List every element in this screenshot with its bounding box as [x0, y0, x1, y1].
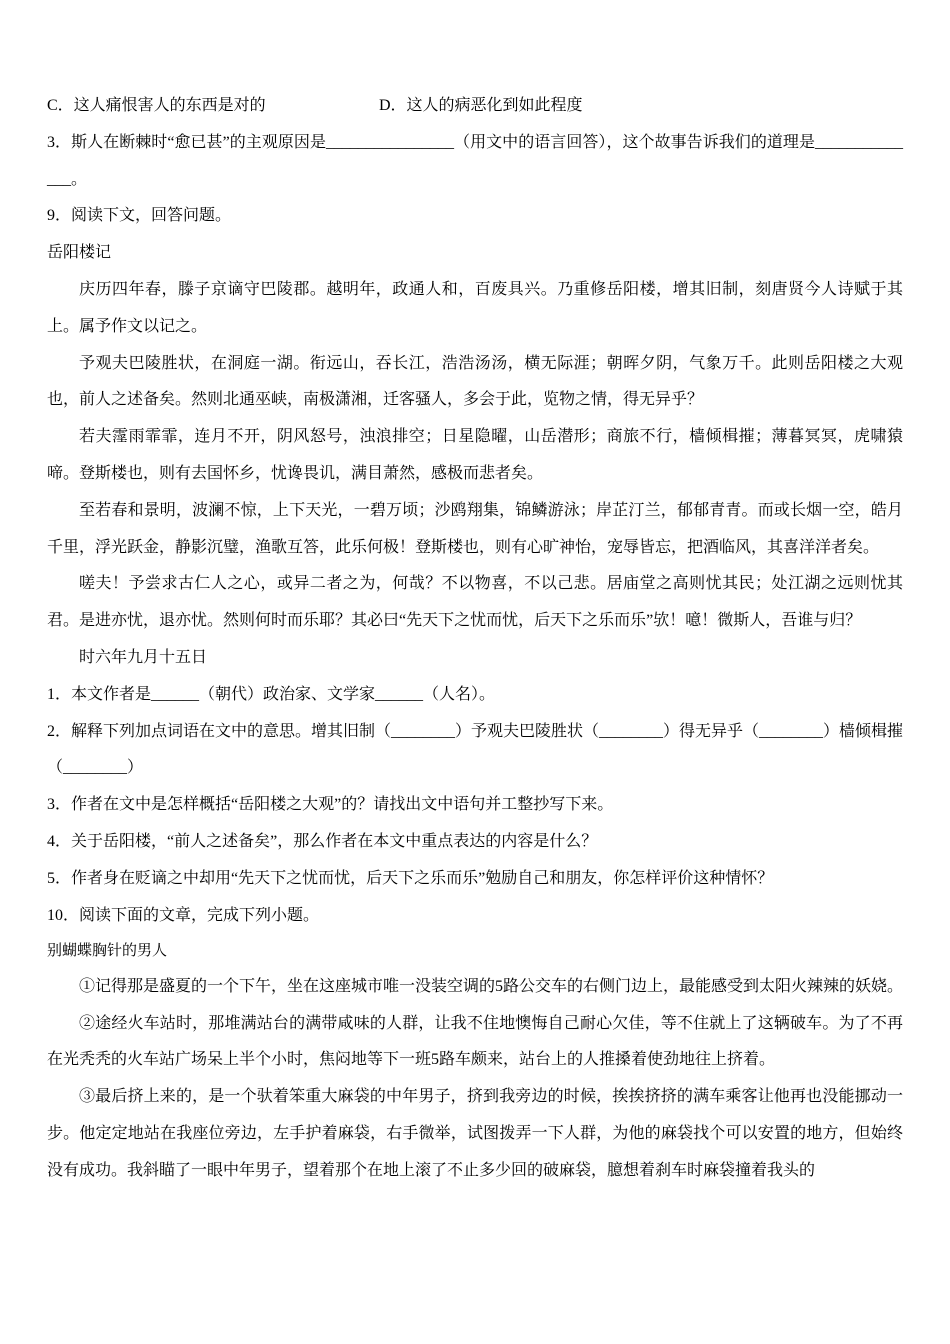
question-3-fill-blank: 3．斯人在断棘时“愈已甚”的主观原因是________________（用文中的语言回答），这个故事告诉我们的道理是______________。 [47, 133, 903, 188]
option-d: D．这人的病恶化到如此程度 [379, 97, 583, 114]
option-c: C．这人痛恨害人的东西是对的 [47, 97, 266, 114]
yueyanglou-paragraph-3: 若夫霪雨霏霏，连月不开，阴风怒号，浊浪排空；日星隐曜，山岳潜形；商旅不行，樯倾楫摧；薄暮冥冥，虎啸猿啼。登斯楼也，则有去国怀乡，忧谗畏讥，满目萧然，感极而悲者矣。 [47, 428, 903, 482]
yueyanglou-paragraph-5: 嗟夫！予尝求古仁人之心，或异二者之为，何哉？不以物喜，不以己悲。居庙堂之高则忧其民；处江湖之远则忧其君。是进亦忧，退亦忧。然则何时而乐耶？其必曰“先天下之忧而忧，后天下之乐而乐”欤！噫！微斯人，吾谁与归？ [47, 575, 903, 630]
section-9-question-1: 1．本文作者是______（朝代）政治家、文学家______（人名）。 [47, 685, 496, 703]
section-9-question-4: 4．关于岳阳楼，“前人之述备矣”，那么作者在本文中重点表达的内容是什么？ [47, 832, 598, 850]
yueyanglou-paragraph-2: 予观夫巴陵胜状，在洞庭一湖。衔远山，吞长江，浩浩汤汤，横无际涯；朝晖夕阴，气象万千。此则岳阳楼之大观也，前人之述备矣。然则北通巫峡，南极潇湘，迁客骚人，多会于此，览物之情，得无异乎？ [47, 354, 903, 409]
section-9-question-5: 5．作者身在贬谪之中却用“先天下之忧而忧，后天下之乐而乐”勉励自己和朋友，你怎样评价这种情怀？ [47, 869, 774, 887]
yueyanglou-paragraph-1: 庆历四年春，滕子京谪守巴陵郡。越明年，政通人和，百废具兴。乃重修岳阳楼，增其旧制，刻唐贤今人诗赋于其上。属予作文以记之。 [47, 280, 903, 335]
butterfly-paragraph-1: ①记得那是盛夏的一个下午，坐在这座城市唯一没装空调的5路公交车的右侧门边上，最能感受到太阳火辣辣的妖娆。 [79, 977, 904, 995]
section-9-question-3: 3．作者在文中是怎样概括“岳阳楼之大观”的？请找出文中语句并工整抄写下来。 [47, 796, 614, 814]
yueyanglou-date-line: 时六年九月十五日 [79, 648, 208, 666]
butterfly-paragraph-3: ③最后挤上来的，是一个驮着笨重大麻袋的中年男子，挤到我旁边的时候，挨挨挤挤的满车乘客让他再也没能挪动一步。他定定地站在我座位旁边，左手护着麻袋，右手微举，试图拨弄一下人群，为他的麻袋找个可以安置的地方，但始终没有成功。我斜瞄了一眼中年男子，望着那个在地上滚了不止多少回的破麻袋，臆想着刹车时麻袋撞着我头的 [47, 1088, 903, 1179]
section-9-question-2: 2．解释下列加点词语在文中的意思。增其旧制（________）予观夫巴陵胜状（________）得无异乎（________）樯倾楫摧（________） [47, 722, 904, 777]
choice-options-row [47, 88, 903, 125]
butterfly-paragraph-2: ②途经火车站时，那堆满站台的满带咸味的人群，让我不住地懊悔自己耐心欠佳，等不住就上了这辆破车。为了不再在光秃秃的火车站广场呆上半个小时，焦闷地等下一班5路车颇来，站台上的人推搡着使劲地往上挤着。 [47, 1014, 903, 1069]
section-10-intro: 10．阅读下面的文章，完成下列小题。 [47, 906, 320, 924]
section-9-intro: 9．阅读下文，回答问题。 [47, 207, 232, 225]
yueyanglou-paragraph-4: 至若春和景明，波澜不惊，上下天光，一碧万顷；沙鸥翔集，锦鳞游泳；岸芷汀兰，郁郁青青。而或长烟一空，皓月千里，浮光跃金，静影沉璧，渔歌互答，此乐何极！登斯楼也，则有心旷神怡，宠辱皆忘，把酒临风，其喜洋洋者矣。 [47, 501, 903, 556]
passage-title-butterfly-brooch: 别蝴蝶胸针的男人 [47, 943, 168, 960]
passage-title-yueyanglouji: 岳阳楼记 [47, 244, 112, 262]
